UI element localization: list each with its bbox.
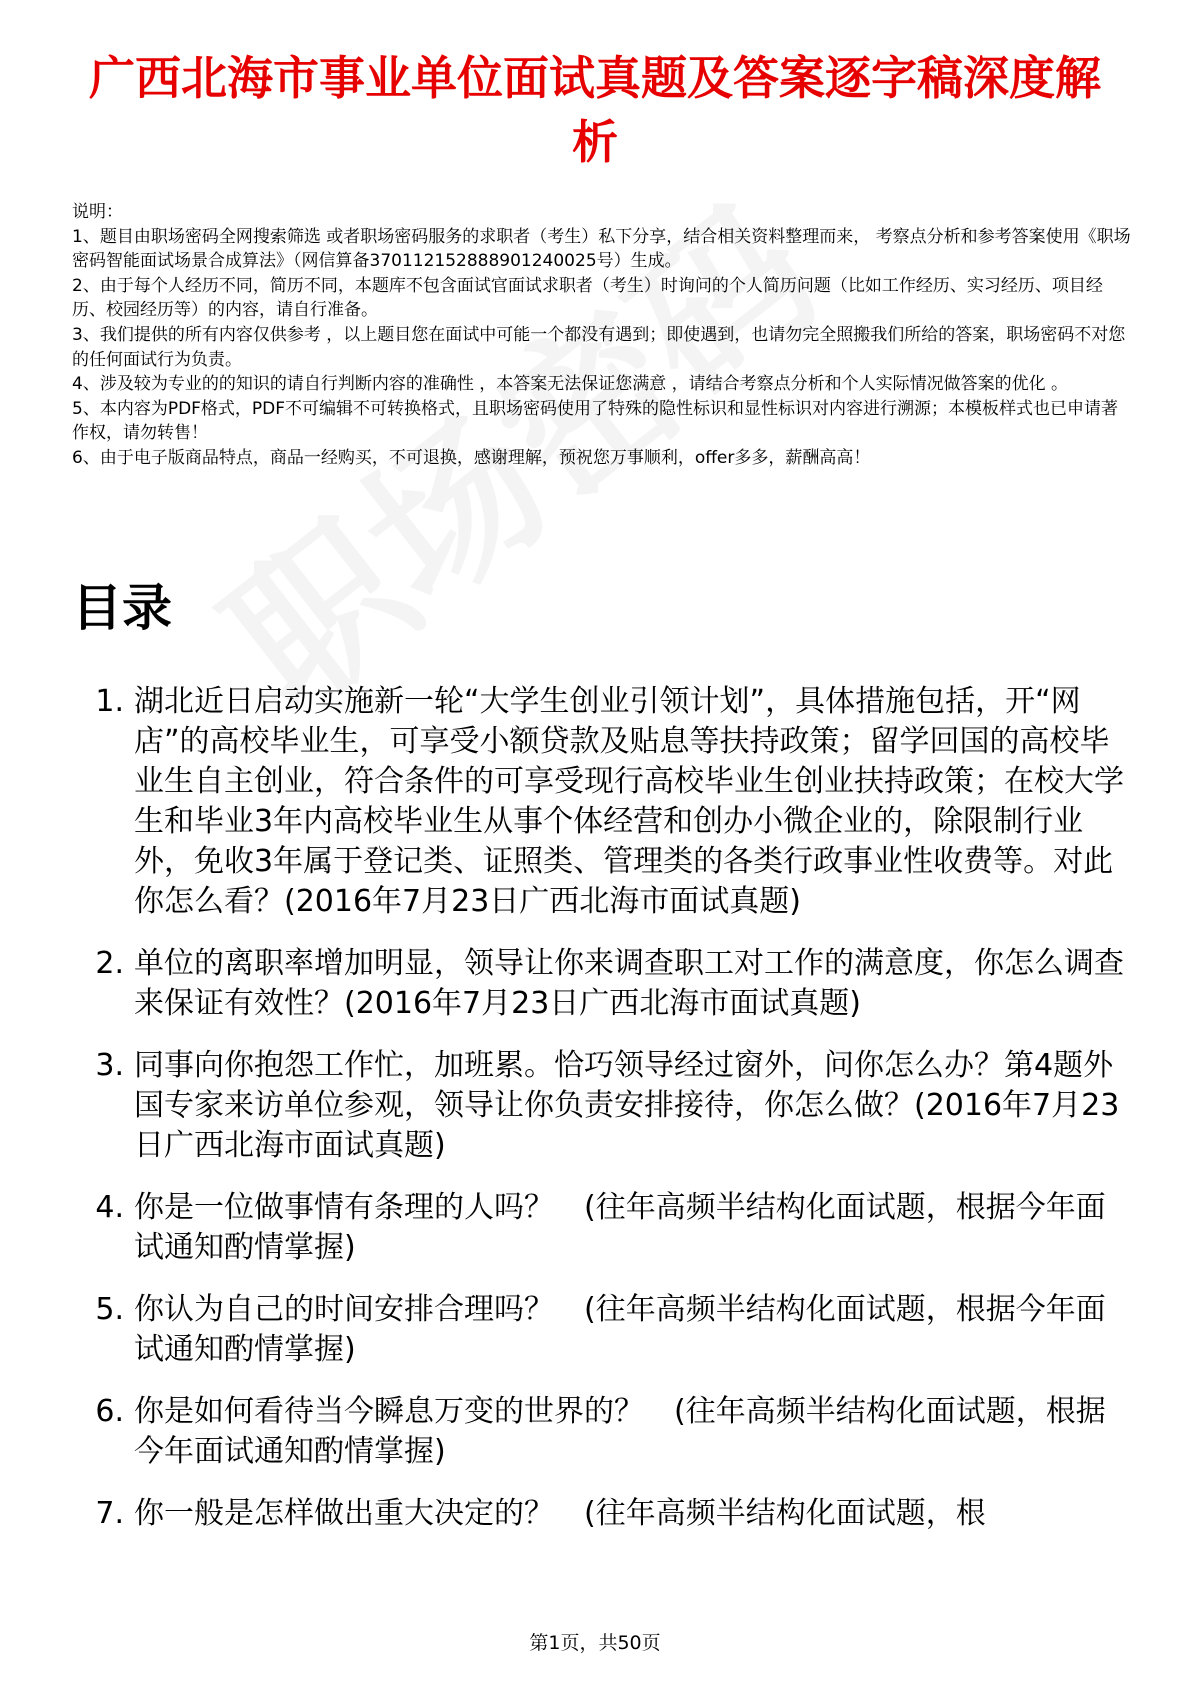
toc-item[interactable] — [72, 682, 1132, 922]
toc-item-text: 你是如何看待当今瞬息万变的世界的？ (往年高频半结构化面试题，根据今年面试通知酌情掌握) — [134, 1394, 1106, 1469]
toc-item-number: 6. — [95, 1394, 124, 1429]
toc-item[interactable] — [72, 1046, 1132, 1166]
page-number: 第1页，共50页 — [529, 1632, 661, 1654]
toc-item-text: 同事向你抱怨工作忙，加班累。恰巧领导经过窗外，问你怎么办？第4题外国专家来访单位参观，领导让你负责安排接待，你怎么做？(2016年7月23日广西北海市面试真题) — [134, 1048, 1120, 1163]
toc-item[interactable] — [72, 1392, 1132, 1472]
toc-item[interactable] — [72, 1188, 1132, 1268]
notes-item: 2、由于每个人经历不同，简历不同，本题库不包含面试官面试求职者（考生）时询问的个人简历问题（比如工作经历、实习经历、项目经历、校园经历等）的内容，请自行准备。 — [72, 275, 1103, 321]
notes-item: 1、题目由职场密码全网搜索筛选 或者职场密码服务的求职者（考生）私下分享，结合相关资料整理而来， 考察点分析和参考答案使用《职场密码智能面试场景合成算法》（网信算备370112152888901240025号）生成。 — [72, 226, 1131, 272]
toc-item-number: 5. — [95, 1292, 124, 1327]
toc-item-text: 你认为自己的时间安排合理吗？ (往年高频半结构化面试题，根据今年面试通知酌情掌握) — [134, 1292, 1106, 1367]
notes-item: 3、我们提供的所有内容仅供参考 ，以上题目您在面试中可能一个都没有遇到；即使遇到，也请勿完全照搬我们所给的答案，职场密码不对您的任何面试行为负责。 — [72, 324, 1126, 370]
toc-item-text: 你是一位做事情有条理的人吗？ (往年高频半结构化面试题，根据今年面试通知酌情掌握) — [134, 1190, 1106, 1265]
toc-item-text: 你一般是怎样做出重大决定的？ (往年高频半结构化面试题，根 — [134, 1496, 986, 1531]
toc-item-number: 4. — [95, 1190, 124, 1225]
notes-heading: 说明： — [72, 202, 123, 222]
toc-heading: 目录 — [72, 579, 172, 637]
notes-section — [72, 200, 1132, 471]
toc-item[interactable] — [72, 944, 1132, 1024]
notes-item: 4、涉及较为专业的的知识的请自行判断内容的准确性 ，本答案无法保证您满意 ，请结合考察点分析和个人实际情况做答案的优化 。 — [72, 374, 1069, 395]
toc-item-number: 2. — [95, 946, 124, 981]
toc-item-number: 1. — [95, 684, 124, 719]
notes-item: 6、由于电子版商品特点，商品一经购买，不可退换，感谢理解，预祝您万事顺利，offer多多，薪酬高高！ — [72, 447, 871, 468]
toc-list — [72, 682, 1132, 1556]
toc-item[interactable] — [72, 1494, 1132, 1534]
document-title: 广西北海市事业单位面试真题及答案逐字稿深度解析 — [89, 51, 1101, 169]
toc-item-text: 湖北近日启动实施新一轮“大学生创业引领计划”，具体措施包括，开“网店”的高校毕业生，可享受小额贷款及贴息等扶持政策；留学回国的高校毕业生自主创业，符合条件的可享受现行高校毕业生创业扶持政策；在校大学生和毕业3年内高校毕业生从事个体经营和创办小微企业的，除限制行业外，免收3年属于登记类、证照类、管理类的各类行政事业性收费等。对此你怎么看？(2016年7月23日广西北海市面试真题) — [134, 684, 1124, 919]
notes-item: 5、本内容为PDF格式，PDF不可编辑不可转换格式，且职场密码使用了特殊的隐性标识和显性标识对内容进行溯源；本模板样式也已申请著作权，请勿转售！ — [72, 398, 1119, 444]
toc-item-number: 3. — [95, 1048, 124, 1083]
toc-item-text: 单位的离职率增加明显，领导让你来调查职工对工作的满意度，你怎么调查来保证有效性？(2016年7月23日广西北海市面试真题) — [134, 946, 1124, 1021]
toc-item[interactable] — [72, 1290, 1132, 1370]
toc-item-number: 7. — [95, 1496, 124, 1531]
